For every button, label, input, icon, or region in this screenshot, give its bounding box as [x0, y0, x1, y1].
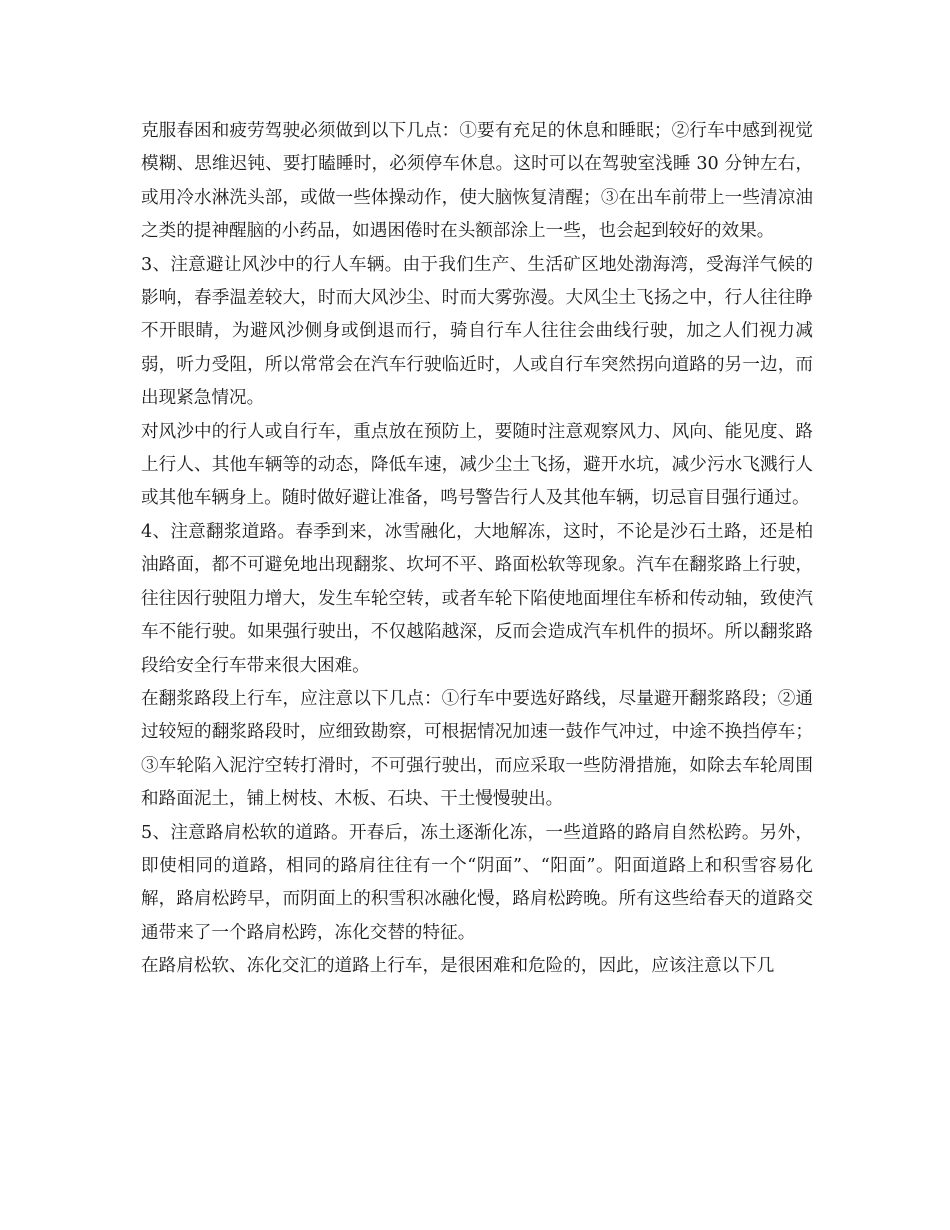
paragraph-soft-shoulders: 5、注意路肩松软的道路。开春后，冻土逐渐化冻，一些道路的路肩自然松跨。另外，即使相同的道路，相同的路肩往往有一个“阴面”、“阳面”。阳面道路上和积雪容易化解，路肩松跨早，而阴面上的积雪积冰融化慢，路肩松跨晚。所有这些给春天的道路交通带来了一个路肩松跨，冻化交替的特征。	[141, 822, 813, 943]
paragraph-frost-boiling-precautions: 在翻浆路段上行车，应注意以下几点：①行车中要选好路线，尽量避开翻浆路段；②通过较短的翻浆路段时，应细致勘察，可根据情况加速一鼓作气冲过，中途不换挡停车；③车轮陷入泥泞空转打滑时，不可强行驶出，而应采取一些防滑措施，如除去车轮周围和路面泥土，铺上树枝、木板、石块、干土慢慢驶出。	[141, 688, 813, 810]
paragraph-frost-boiling-roads: 4、注意翻浆道路。春季到来，冰雪融化，大地解冻，这时，不论是沙石土路，还是柏油路面，都不可避免地出现翻浆、坎坷不平、路面松软等现象。汽车在翻浆路上行驶，往往因行驶阻力增大，发生车轮空转，或者车轮下陷使地面埋住车桥和传动轴，致使汽车不能行驶。如果强行驶出，不仅越陷越深，反而会造成汽车机件的损坏。所以翻浆路段给安全行车带来很大困难。	[141, 521, 813, 676]
paragraph-soft-shoulders-precautions: 在路肩松软、冻化交汇的道路上行车，是很困难和危险的，因此，应该注意以下几	[141, 956, 775, 977]
paragraph-fatigue-driving: 克服春困和疲劳驾驶必须做到以下几点：①要有充足的休息和睡眠；②行车中感到视觉模糊、思维迟钝、要打瞌睡时，必须停车休息。这时可以在驾驶室浅睡 30 分钟左右，或用冷水淋洗头部，或做一些体操动作，使大脑恢复清醒；③在出车前带上一些清凉油之类的提神醒脑的小药品，如遇困倦时在头额部涂上一些，也会起到较好的效果。	[141, 121, 813, 242]
paragraph-sandstorm-pedestrians: 3、注意避让风沙中的行人车辆。由于我们生产、生活矿区地处渤海湾，受海洋气候的影响，春季温差较大，时而大风沙尘、时而大雾弥漫。大风尘土飞扬之中，行人往往睁不开眼睛，为避风沙侧身或倒退而行，骑自行车人往往会曲线行驶，加之人们视力减弱，听力受阻，所以常常会在汽车行驶临近时，人或自行车突然拐向道路的另一边，而出现紧急情况。	[141, 254, 813, 409]
document-body	[141, 115, 813, 984]
paragraph-sandstorm-precautions: 对风沙中的行人或自行车，重点放在预防上，要随时注意观察风力、风向、能见度、路上行人、其他车辆等的动态，降低车速，减少尘土飞扬，避开水坑，减少污水飞溅行人或其他车辆身上。随时做好避让准备，鸣号警告行人及其他车辆，切忌盲目强行通过。	[141, 421, 813, 509]
